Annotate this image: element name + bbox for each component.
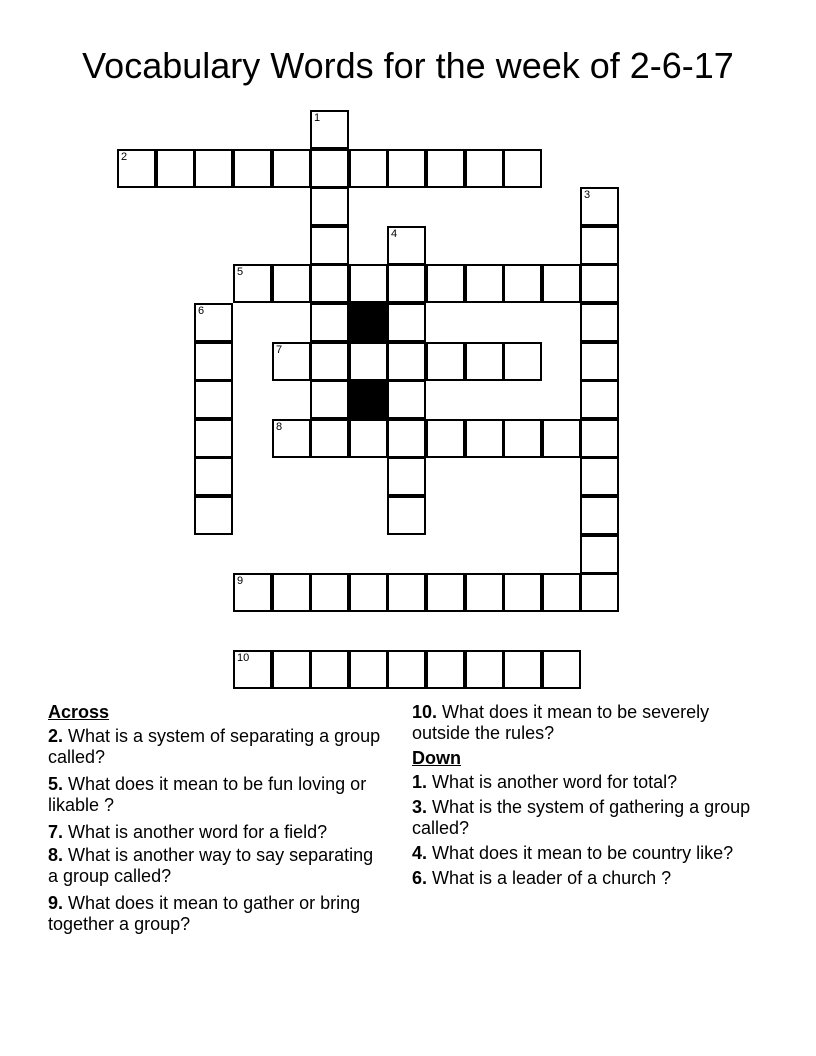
clue-text: What does it mean to be country like? xyxy=(427,843,734,863)
clue-number-label: 9 xyxy=(237,575,244,587)
black-cell xyxy=(349,303,388,342)
grid-cell[interactable] xyxy=(426,573,465,612)
grid-cell[interactable] xyxy=(580,226,619,265)
grid-cell[interactable] xyxy=(465,149,504,188)
grid-cell[interactable] xyxy=(272,650,311,689)
grid-cell[interactable] xyxy=(387,496,426,535)
grid-cell[interactable] xyxy=(387,419,426,458)
grid-cell[interactable] xyxy=(310,149,349,188)
down-clue-3 xyxy=(412,797,752,839)
grid-cell[interactable] xyxy=(426,342,465,381)
grid-cell[interactable] xyxy=(349,573,388,612)
grid-cell[interactable] xyxy=(465,342,504,381)
black-cell xyxy=(349,380,388,419)
clue-number: 6. xyxy=(412,868,428,888)
grid-cell[interactable] xyxy=(310,573,349,612)
grid-cell[interactable] xyxy=(387,457,426,496)
across-clue-2 xyxy=(48,726,388,768)
down-clue-1 xyxy=(412,772,752,793)
grid-cell[interactable] xyxy=(580,457,619,496)
grid-cell[interactable] xyxy=(310,303,349,342)
clue-number-label: 5 xyxy=(237,266,244,278)
clue-number: 9. xyxy=(48,893,64,913)
grid-cell[interactable] xyxy=(233,264,272,303)
grid-cell[interactable] xyxy=(387,149,426,188)
clues-column-right xyxy=(412,702,752,893)
grid-cell[interactable] xyxy=(465,650,504,689)
clue-number: 10. xyxy=(412,702,438,722)
clue-number-label: 3 xyxy=(584,189,591,201)
down-clue-6 xyxy=(412,868,752,889)
grid-cell[interactable] xyxy=(542,264,581,303)
clue-number: 8. xyxy=(48,845,64,865)
grid-cell[interactable] xyxy=(194,496,233,535)
grid-cell[interactable] xyxy=(387,226,426,265)
clue-number: 2. xyxy=(48,726,64,746)
clue-number-label: 2 xyxy=(121,151,128,163)
grid-cell[interactable] xyxy=(503,419,542,458)
grid-cell[interactable] xyxy=(310,110,349,149)
across-clue-10 xyxy=(412,702,752,744)
grid-cell[interactable] xyxy=(426,650,465,689)
grid-cell[interactable] xyxy=(503,264,542,303)
grid-cell[interactable] xyxy=(503,650,542,689)
clue-number-label: 1 xyxy=(314,112,321,124)
grid-cell[interactable] xyxy=(310,187,349,226)
grid-cell[interactable] xyxy=(349,419,388,458)
grid-cell[interactable] xyxy=(272,149,311,188)
grid-cell[interactable] xyxy=(310,650,349,689)
grid-cell[interactable] xyxy=(194,342,233,381)
grid-cell[interactable] xyxy=(542,419,581,458)
across-clue-7 xyxy=(48,822,388,843)
clue-text: What does it mean to gather or bring together a group? xyxy=(48,893,361,934)
grid-cell[interactable] xyxy=(580,342,619,381)
clue-number-label: 10 xyxy=(237,652,250,664)
grid-cell[interactable] xyxy=(465,573,504,612)
grid-cell[interactable] xyxy=(194,149,233,188)
across-clue-8 xyxy=(48,845,388,887)
grid-cell[interactable] xyxy=(580,496,619,535)
clue-number: 5. xyxy=(48,774,64,794)
across-clue-9 xyxy=(48,893,388,935)
grid-cell[interactable] xyxy=(310,419,349,458)
grid-cell[interactable] xyxy=(349,650,388,689)
grid-cell[interactable] xyxy=(580,380,619,419)
grid-cell[interactable] xyxy=(310,226,349,265)
grid-cell[interactable] xyxy=(233,573,272,612)
grid-cell[interactable] xyxy=(426,264,465,303)
grid-cell[interactable] xyxy=(580,419,619,458)
down-clue-4 xyxy=(412,843,752,864)
clue-number: 4. xyxy=(412,843,428,863)
grid-cell[interactable] xyxy=(580,535,619,574)
grid-cell[interactable] xyxy=(387,303,426,342)
grid-cell[interactable] xyxy=(349,264,388,303)
grid-cell[interactable] xyxy=(387,380,426,419)
grid-cell[interactable] xyxy=(310,380,349,419)
grid-cell[interactable] xyxy=(503,573,542,612)
grid-cell[interactable] xyxy=(503,342,542,381)
clue-number-label: 4 xyxy=(391,228,398,240)
clue-text: What is a system of separating a group called? xyxy=(48,726,381,767)
grid-cell[interactable] xyxy=(349,342,388,381)
clue-number: 3. xyxy=(412,797,428,817)
grid-cell[interactable] xyxy=(465,264,504,303)
page-title: Vocabulary Words for the week of 2-6-17 xyxy=(82,45,734,86)
grid-cell[interactable] xyxy=(426,149,465,188)
clue-text: What does it mean to be fun loving or likable ? xyxy=(48,774,367,815)
clue-number-label: 8 xyxy=(276,421,283,433)
grid-cell[interactable] xyxy=(310,264,349,303)
down-heading: Down xyxy=(412,748,461,768)
grid-cell[interactable] xyxy=(194,457,233,496)
grid-cell[interactable] xyxy=(194,303,233,342)
grid-cell[interactable] xyxy=(387,342,426,381)
clue-number-label: 7 xyxy=(276,344,283,356)
clue-number: 1. xyxy=(412,772,428,792)
grid-cell[interactable] xyxy=(194,419,233,458)
clue-number: 7. xyxy=(48,822,64,842)
grid-cell[interactable] xyxy=(194,380,233,419)
grid-cell[interactable] xyxy=(387,264,426,303)
clue-text: What is a leader of a church ? xyxy=(427,868,672,888)
grid-cell[interactable] xyxy=(310,342,349,381)
grid-cell[interactable] xyxy=(387,650,426,689)
grid-cell[interactable] xyxy=(272,264,311,303)
grid-cell[interactable] xyxy=(542,650,581,689)
across-heading: Across xyxy=(48,702,110,722)
grid-cell[interactable] xyxy=(580,303,619,342)
clue-text: What does it mean to be severely outside the rules? xyxy=(412,702,710,743)
grid-cell[interactable] xyxy=(233,149,272,188)
grid-cell[interactable] xyxy=(117,149,156,188)
grid-cell[interactable] xyxy=(233,650,272,689)
grid-cell[interactable] xyxy=(503,149,542,188)
clue-text: What is another way to say separating a group called? xyxy=(48,845,374,886)
grid-cell[interactable] xyxy=(580,264,619,303)
grid-cell[interactable] xyxy=(542,573,581,612)
clue-number-label: 6 xyxy=(198,305,205,317)
grid-cell[interactable] xyxy=(272,419,311,458)
across-clue-5 xyxy=(48,774,388,816)
clue-text: What is the system of gathering a group called? xyxy=(412,797,751,838)
grid-cell[interactable] xyxy=(272,342,311,381)
grid-cell[interactable] xyxy=(156,149,195,188)
grid-cell[interactable] xyxy=(387,573,426,612)
grid-cell[interactable] xyxy=(465,419,504,458)
clues-column-left xyxy=(48,702,388,941)
grid-cell[interactable] xyxy=(426,419,465,458)
grid-cell[interactable] xyxy=(580,573,619,612)
grid-cell[interactable] xyxy=(272,573,311,612)
clue-text: What is another word for total? xyxy=(427,772,678,792)
grid-cell[interactable] xyxy=(580,187,619,226)
clue-text: What is another word for a field? xyxy=(63,822,328,842)
grid-cell[interactable] xyxy=(349,149,388,188)
